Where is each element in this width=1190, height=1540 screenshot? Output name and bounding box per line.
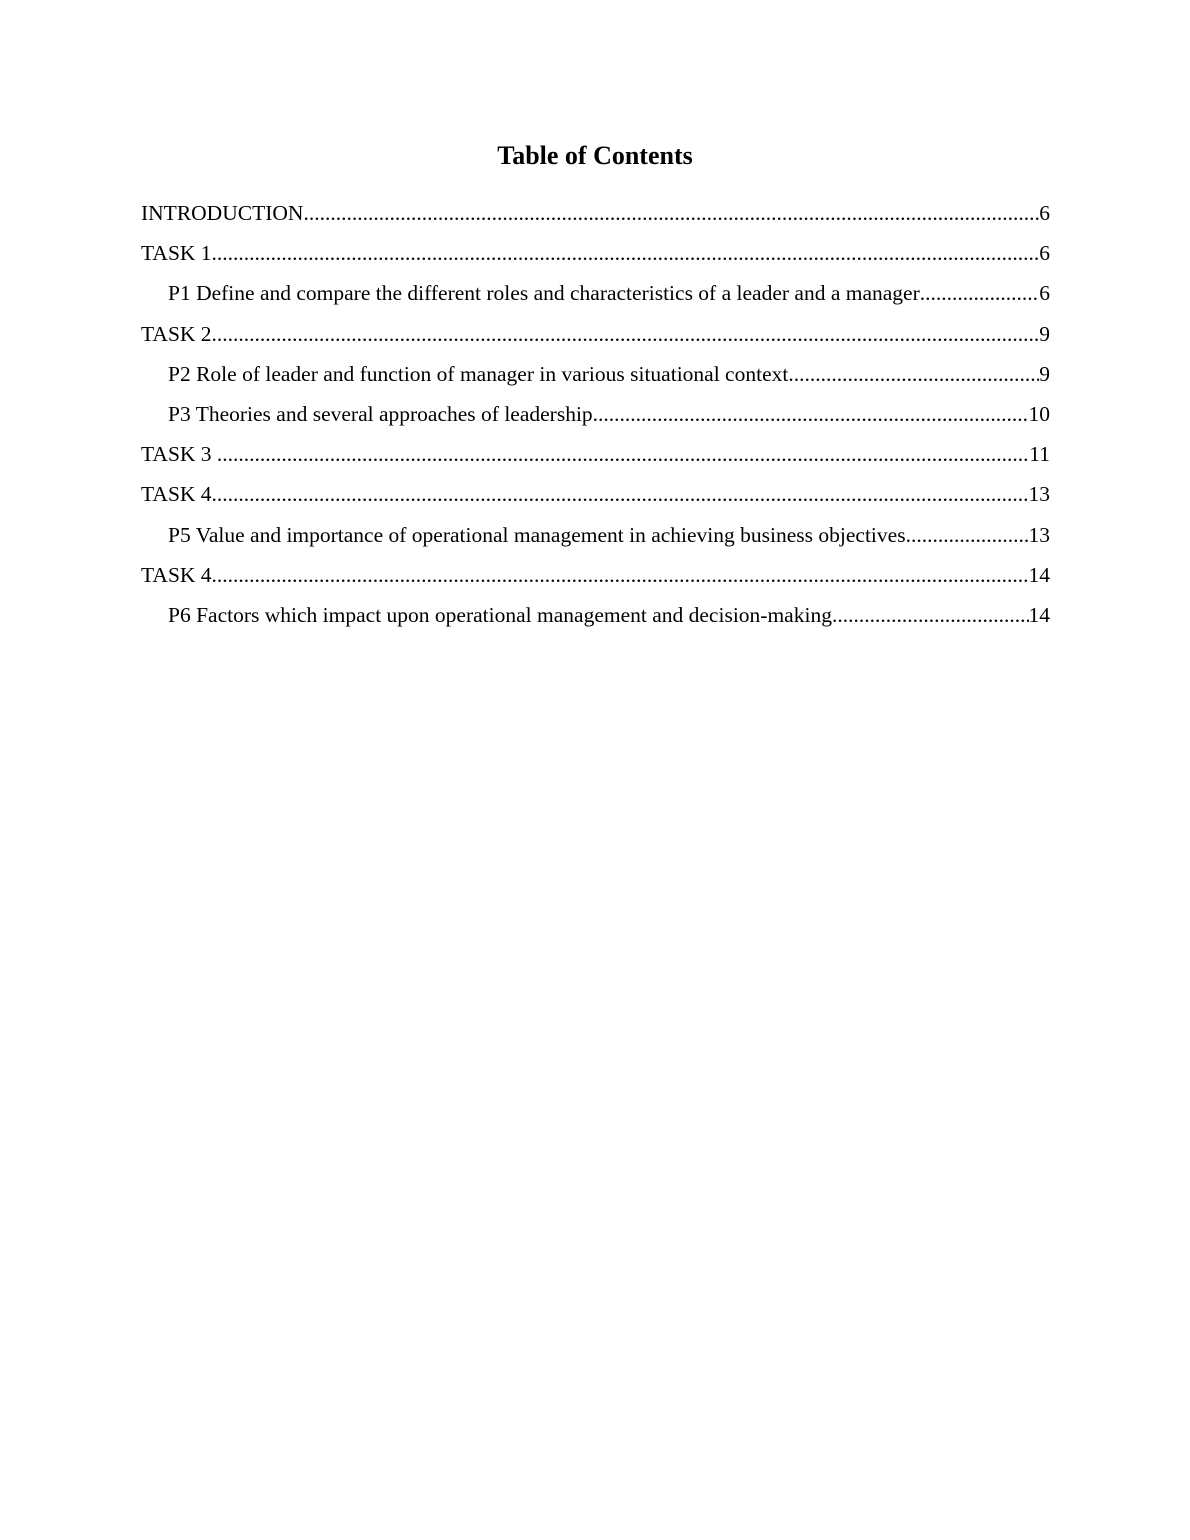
- toc-entry-text: P2 Role of leader and function of manager in various situational context: [168, 361, 789, 386]
- toc-dot-leader: [212, 559, 1029, 591]
- toc-entry-p5[interactable]: [141, 519, 1050, 559]
- toc-entry-text: TASK 2: [141, 321, 212, 346]
- toc-page-number: 9: [1039, 321, 1050, 346]
- toc-entry-text: TASK 1: [141, 241, 212, 266]
- toc-dot-leader: [212, 237, 1040, 269]
- toc-entry-introduction[interactable]: [141, 197, 1050, 237]
- toc-entry-task-4-second[interactable]: [141, 559, 1050, 599]
- toc-page-number: 14: [1028, 562, 1050, 587]
- toc-dot-leader: [920, 277, 1040, 309]
- toc-entry-text: P3 Theories and several approaches of leadership: [168, 401, 593, 426]
- toc-entry-text: P1 Define and compare the different roles and characteristics of a leader and a manager: [168, 281, 920, 306]
- toc-entry-p6[interactable]: [141, 599, 1050, 639]
- toc-dot-leader: [906, 519, 1029, 551]
- toc-entry-task-2[interactable]: [141, 318, 1050, 358]
- toc-dot-leader: [593, 398, 1029, 430]
- toc-entry-text: INTRODUCTION: [141, 201, 304, 225]
- toc-page-number: 14: [1028, 602, 1050, 627]
- toc-dot-leader: [303, 197, 1039, 229]
- toc-page-number: 6: [1039, 241, 1050, 266]
- toc-entry-task-3[interactable]: [141, 438, 1050, 478]
- toc-entry-task-1[interactable]: [141, 237, 1050, 277]
- toc-dot-leader: [212, 478, 1029, 510]
- toc-dot-leader: [788, 358, 1039, 390]
- toc-entry-task-4[interactable]: [141, 478, 1050, 518]
- toc-entry-text: P6 Factors which impact upon operational management and decision-making: [168, 602, 832, 627]
- toc-page-number: 6: [1039, 281, 1050, 306]
- toc-list: [141, 197, 1050, 639]
- toc-page-number: 6: [1039, 201, 1050, 225]
- toc-entry-text: TASK 3: [141, 442, 217, 467]
- toc-entry-text: TASK 4: [141, 562, 212, 587]
- toc-entry-text: TASK 4: [141, 482, 212, 507]
- toc-entry-text: P5 Value and importance of operational management in achieving business objectives: [168, 522, 906, 547]
- toc-dot-leader: [212, 318, 1040, 350]
- toc-page-number: 13: [1028, 522, 1050, 547]
- toc-dot-leader: [217, 438, 1029, 470]
- toc-entry-p2[interactable]: [141, 358, 1050, 398]
- toc-page-number: 11: [1029, 442, 1050, 467]
- toc-page-number: 10: [1028, 401, 1050, 426]
- toc-entry-p1[interactable]: [141, 277, 1050, 317]
- toc-page-number: 9: [1039, 361, 1050, 386]
- toc-title: Table of Contents: [497, 141, 693, 170]
- toc-entry-p3[interactable]: [141, 398, 1050, 438]
- toc-page-number: 13: [1028, 482, 1050, 507]
- toc-dot-leader: [832, 599, 1029, 631]
